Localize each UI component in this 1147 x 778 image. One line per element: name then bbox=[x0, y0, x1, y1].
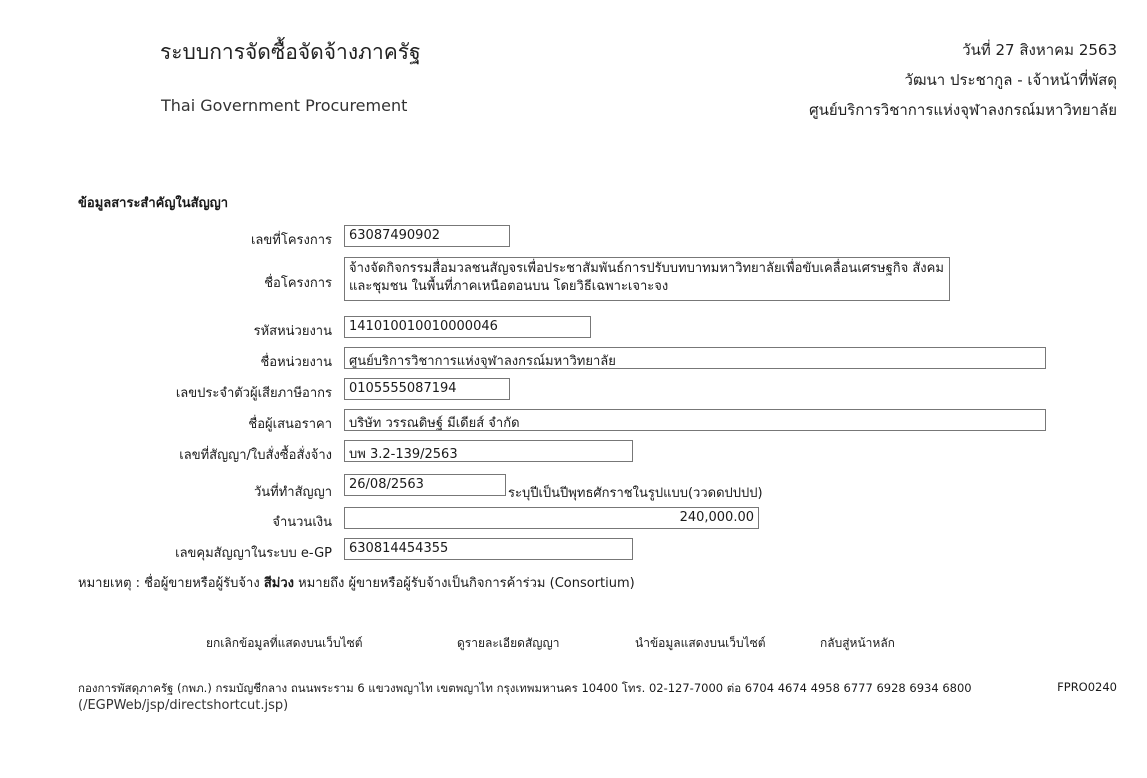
tax-id-field[interactable]: 0105555087194 bbox=[344, 378, 510, 400]
footer-code: FPRO0240 bbox=[1057, 680, 1117, 694]
project-name-field[interactable]: จ้างจัดกิจกรรมสื่อมวลชนสัญจรเพื่อประชาสัมพันธ์การปรับบทบาทมหาวิทยาลัยเพื่อขับเคลื่อนเศรษฐกิจ สังคม และชุมชน ในพื้นที่ภาคเหนือตอนบน โดยวิธีเฉพาะเจาะจง bbox=[344, 257, 950, 301]
header-user: วัฒนา ประชากูล - เจ้าหน้าที่พัสดุ bbox=[904, 71, 1117, 89]
unit-name-label: ชื่อหน่วยงาน bbox=[260, 355, 332, 370]
footer-path: (/EGPWeb/jsp/directshortcut.jsp) bbox=[78, 698, 289, 713]
cancel-display-link[interactable]: ยกเลิกข้อมูลที่แสดงบนเว็บไซต์ bbox=[206, 636, 363, 650]
header-date: วันที่ 27 สิงหาคม 2563 bbox=[962, 41, 1117, 59]
contract-date-label: วันที่ทำสัญญา bbox=[253, 485, 332, 500]
unit-code-field[interactable]: 141010010010000046 bbox=[344, 316, 591, 338]
system-title-th: ระบบการจัดซื้อจัดจ้างภาครัฐ bbox=[160, 40, 421, 64]
unit-code-label: รหัสหน่วยงาน bbox=[253, 324, 332, 339]
project-no-label: เลขที่โครงการ bbox=[250, 233, 332, 248]
contract-date-field[interactable]: 26/08/2563 bbox=[344, 474, 506, 496]
egp-no-label: เลขคุมสัญญาในระบบ e-GP bbox=[175, 546, 332, 561]
contract-date-hint: ระบุปีเป็นปีพุทธศักราชในรูปแบบ(ววดดปปปป) bbox=[508, 486, 763, 501]
home-link[interactable]: กลับสู่หน้าหลัก bbox=[820, 636, 895, 650]
unit-name-field[interactable]: ศูนย์บริการวิชาการแห่งจุฬาลงกรณ์มหาวิทยาลัย bbox=[344, 347, 1046, 369]
view-contract-link[interactable]: ดูรายละเอียดสัญญา bbox=[457, 636, 560, 650]
project-name-label: ชื่อโครงการ bbox=[264, 276, 332, 291]
contract-no-label: เลขที่สัญญา/ใบสั่งซื้อสั่งจ้าง bbox=[179, 448, 332, 463]
amount-field[interactable]: 240,000.00 bbox=[344, 507, 759, 529]
project-no-field[interactable]: 63087490902 bbox=[344, 225, 510, 247]
tax-id-label: เลขประจำตัวผู้เสียภาษีอากร bbox=[175, 386, 332, 401]
header-org: ศูนย์บริการวิชาการแห่งจุฬาลงกรณ์มหาวิทยาลัย bbox=[809, 101, 1117, 119]
section-title: ข้อมูลสาระสำคัญในสัญญา bbox=[78, 196, 229, 211]
amount-label: จำนวนเงิน bbox=[272, 515, 332, 530]
note-suffix: หมายถึง ผู้ขายหรือผู้รับจ้างเป็นกิจการค้าร่วม (Consortium) bbox=[298, 576, 635, 591]
system-title-en: Thai Government Procurement bbox=[161, 96, 408, 115]
bidder-label: ชื่อผู้เสนอราคา bbox=[248, 417, 332, 432]
note-prefix: หมายเหตุ : ชื่อผู้ขายหรือผู้รับจ้าง bbox=[78, 576, 260, 591]
bidder-field[interactable]: บริษัท วรรณดิษฐ์ มีเดียส์ จำกัด bbox=[344, 409, 1046, 431]
contract-no-field[interactable]: บพ 3.2-139/2563 bbox=[344, 440, 633, 462]
consortium-note bbox=[78, 572, 635, 593]
egp-no-field[interactable]: 630814454355 bbox=[344, 538, 633, 560]
publish-link[interactable]: นำข้อมูลแสดงบนเว็บไซต์ bbox=[635, 636, 766, 650]
footer-address: กองการพัสดุภาครัฐ (กพภ.) กรมบัญชีกลาง ถนนพระราม 6 แขวงพญาไท เขตพญาไท กรุงเทพมหานคร 10400 โทร. 02-127-7000 ต่อ 6704 4674 4958 6777 6928 6934 6800 bbox=[78, 681, 972, 695]
note-highlight: สีม่วง bbox=[263, 576, 294, 591]
